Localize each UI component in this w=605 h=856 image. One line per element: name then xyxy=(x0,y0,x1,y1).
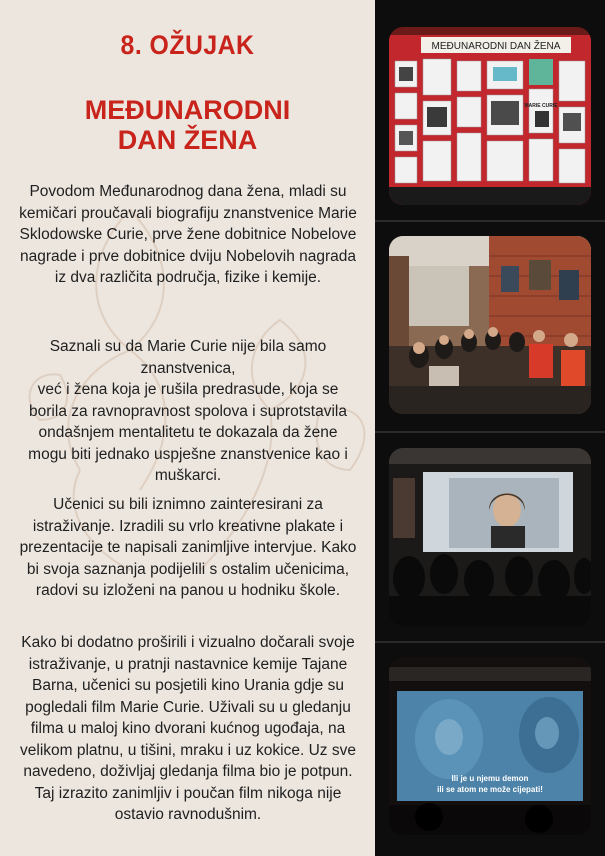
cinema-screen-image xyxy=(389,448,591,626)
title-line-1: MEĐUNARODNI xyxy=(84,95,291,125)
photo-divider xyxy=(375,431,605,433)
paragraph-intro: Povodom Međunarodnog dana žena, mladi su kemičari proučavali biografiju znanstvenice Marie Sklodowske Curie, prve žene dobitnice Nobelove nagrade i prve dobitnice dviju Nobelovih nagrada iz dva različita područja, fizike i kemije. xyxy=(19,183,357,286)
subtitle-line-1: Ili je u njemu demon xyxy=(451,774,529,783)
paragraph-learned-line-1: Saznali su da Marie Curie nije bila samo znanstvenica, xyxy=(49,338,327,377)
page-title xyxy=(0,95,375,155)
photo-cinema-screen xyxy=(389,448,591,626)
board-banner-text: MEĐUNARODNI DAN ŽENA xyxy=(431,41,561,52)
photo-divider xyxy=(375,220,605,222)
photo-classroom xyxy=(389,236,591,414)
bulletin-board-image xyxy=(389,27,591,205)
photo-film-subtitles xyxy=(389,657,591,835)
board-poster-text: MARIE CURIE xyxy=(524,103,558,109)
subtitle-line-2: ili se atom ne može cijepati! xyxy=(437,785,543,794)
page-date: 8. OŽUJAK xyxy=(120,30,255,60)
paragraph-learned-line-2: već i žena koja je rušila predrasude, koja se borila za ravnopravnost spolova i suprotstavila ondašnjem mentalitetu te dokazala da žene mogu biti jednako uspješne znanstvenice kao i muškarci. xyxy=(28,381,348,484)
photo-bulletin-board xyxy=(389,27,591,205)
paragraph-cinema: Kako bi dodatno proširili i vizualno dočarali svoje istraživanje, u pratnji nastavnice kemije Tajane Barna, učenici su posjetili kino Urania gdje su pogledali film Marie Curie. Uživali su u gledanju filma u maloj kino dvorani kućnog ugođaja, na velikom platnu, u tišini, mraku i uz kokice. Uz sve navedeno, doživljaj gledanja filma bio je potpun. Taj izrazito zanimljiv i poučan film nikoga nije ostavio ravnodušnim. xyxy=(20,634,356,823)
photo-column xyxy=(375,0,605,856)
paragraph-projects: Učenici su bili iznimno zainteresirani za istraživanje. Izradili su vrlo kreativne plakate i prezentacije te napisali zanimljive intervjue. Kako bi svoja saznanja podijelili s ostalim učenicima, radovi su izloženi na panou u hodniku škole. xyxy=(19,496,357,599)
paragraph-learned xyxy=(18,336,358,487)
film-subtitles-image xyxy=(389,657,591,835)
photo-divider xyxy=(375,641,605,643)
title-line-2: DAN ŽENA xyxy=(117,125,258,155)
classroom-image xyxy=(389,236,591,414)
